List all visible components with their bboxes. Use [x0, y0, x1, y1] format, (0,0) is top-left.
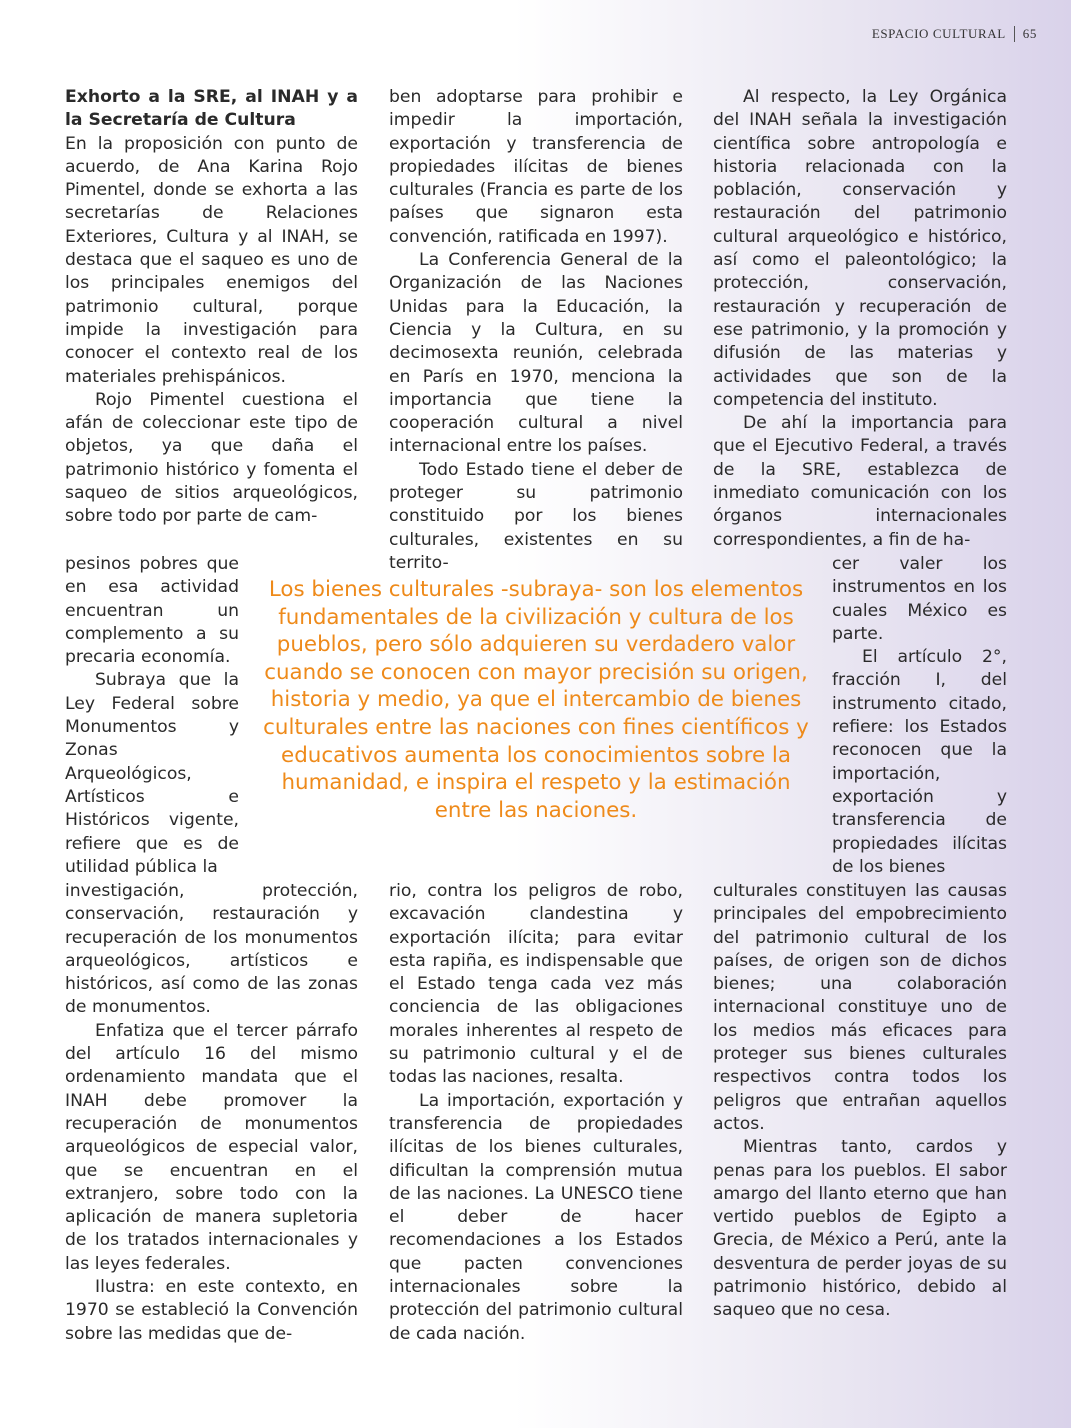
section-title: ESPACIO CULTURAL	[871, 26, 1006, 41]
paragraph: ben adoptarse para prohibir e impedir la importación, exportación y transferencia de propiedades ilícitas de bienes culturales (Francia es parte de los países que signaron esta convención, ratificada en 1997).	[389, 87, 683, 247]
column-2-top	[389, 86, 683, 575]
paragraph: De ahí la importancia para que el Ejecutivo Federal, a través de la SRE, establezca de inmediato comunicación con los órganos internacionales correspondientes, a fin de ha-	[713, 413, 1007, 550]
paragraph: Todo Estado tiene el deber de proteger su patrimonio constituido por los bienes culturales, existentes en su territo-	[389, 459, 683, 573]
paragraph: Subraya que la Ley Federal sobre Monumentos y Zonas Arqueológicos, Artísticos e Históricos vigente, refiere que es de utilidad pública la	[65, 670, 239, 877]
paragraph: Ilustra: en este contexto, en 1970 se estableció la Convención sobre las medidas que de-	[65, 1277, 358, 1344]
column-1-wrap	[65, 553, 239, 879]
page-number: 65	[1022, 26, 1037, 41]
paragraph: investigación, protección, conservación, restauración y recuperación de los monumentos arqueológicos, artísticos e históricos, así como de las zonas de monumentos.	[65, 881, 358, 1018]
paragraph: rio, contra los peligros de robo, excavación clandestina y exportación ilícita; para evitar esta rapiña, es indispensable que el Estado tenga cada vez más conciencia de las obligaciones morales inherentes al respeto de su patrimonio cultural y el de todas las naciones, resalta.	[389, 881, 683, 1088]
paragraph: La Conferencia General de la Organización de las Naciones Unidas para la Educación, la Ciencia y la Cultura, en su decimosexta reunión, celebrada en París en 1970, menciona la importancia que tiene la cooperación cultural a nivel internacional entre los países.	[389, 250, 683, 457]
paragraph: La importación, exportación y transferencia de propiedades ilícitas de los bienes culturales, dificultan la comprensión mutua de las naciones. La UNESCO tiene el deber de hacer recomendaciones a los Estados que pacten convenciones internacionales sobre la protección del patrimonio cultural de cada nación.	[389, 1090, 683, 1344]
page-header	[872, 26, 1037, 42]
paragraph: Enfatiza que el tercer párrafo del artículo 16 del mismo ordenamiento mandata que el INAH debe promover la recuperación de monumentos arqueológicos de especial valor, que se encuentran en el extranjero, sobre todo con la aplicación de manera supletoria de los tratados internacionales y las leyes federales.	[65, 1020, 358, 1274]
column-1-top	[65, 86, 358, 529]
paragraph: culturales constituyen las causas principales del empobrecimiento del patrimonio cultural de los países, de origen son de dichos bienes; una colaboración internacional constituye uno de los medios más eficaces para proteger sus bienes culturales respectivos contra todos los peligros que entrañan aquellos actos.	[713, 881, 1007, 1134]
column-3-top	[713, 86, 1007, 552]
paragraph: En la proposición con punto de acuerdo, de Ana Karina Rojo Pimentel, donde se exhorta a las secretarías de Relaciones Exteriores, Cultura y al INAH, se destaca que el saqueo es uno de los principales enemigos del patrimonio cultural, porque impide la investigación para conocer el contexto real de los materiales prehispánicos.	[65, 133, 358, 387]
paragraph: El artículo 2°, fracción I, del instrumento citado, refiere: los Estados reconocen que la importación, exportación y transferencia de propiedades ilícitas de los bienes	[832, 647, 1007, 877]
column-3-wrap	[832, 553, 1007, 879]
column-2-bottom	[389, 880, 683, 1346]
paragraph: cer valer los instrumentos en los cuales México es parte.	[832, 554, 1007, 644]
column-1-bottom	[65, 880, 358, 1346]
paragraph: Rojo Pimentel cuestiona el afán de coleccionar este tipo de objetos, ya que daña el patrimonio histórico y fomenta el saqueo de sitios arqueológicos, sobre todo por parte de cam-	[65, 389, 358, 527]
header-divider	[1014, 26, 1015, 42]
paragraph: pesinos pobres que en esa actividad encuentran un complemento a su precaria economía.	[65, 554, 239, 668]
column-3-bottom	[713, 880, 1007, 1323]
article-heading: Exhorto a la SRE, al INAH y a la Secretaría de Cultura	[65, 87, 358, 131]
paragraph: Mientras tanto, cardos y penas para los pueblos. El sabor amargo del llanto eterno que han vertido pueblos de Egipto a Grecia, de México a Perú, ante la desventura de perder joyas de su patrimonio histórico, debido al saqueo que no cesa.	[713, 1137, 1007, 1321]
pull-quote: Los bienes culturales -subraya- son los elementos fundamentales de la civilización y cultura de los pueblos, pero sólo adquieren su verdadero valor cuando se conocen con mayor precisión su origen, historia y medio, ya que el intercambio de bienes culturales entre las naciones con fines científicos y educativos aumenta los conocimientos sobre la humanidad, e inspira el respeto y la estimación entre las naciones.	[263, 577, 809, 823]
paragraph: Al respecto, la Ley Orgánica del INAH señala la investigación científica sobre antropología e historia relacionada con la población, conservación y restauración del patrimonio cultural arqueológico e histórico, así como el paleontológico; la protección, conservación, restauración y recuperación de ese patrimonio, y la promoción y difusión de las materias y actividades que son de la competencia del instituto.	[713, 87, 1007, 410]
